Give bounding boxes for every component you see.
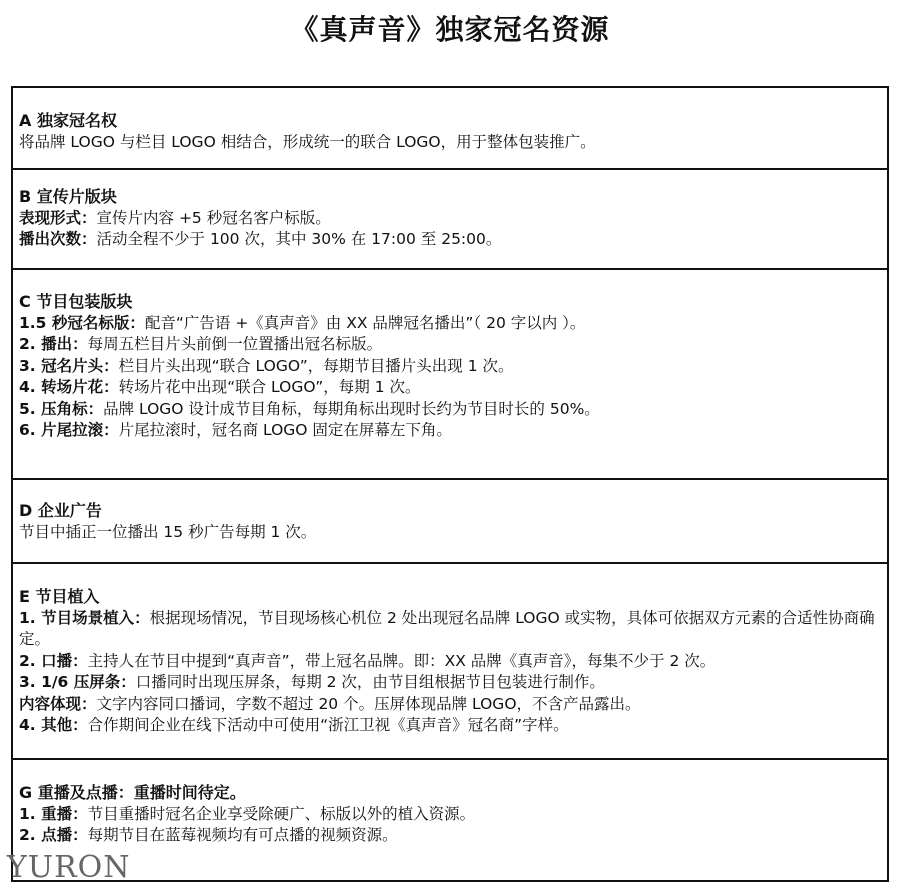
section-heading: G 重播及点播：重播时间待定。 xyxy=(19,783,246,802)
section-a xyxy=(13,88,887,170)
section-line: 6. 片尾拉滚：片尾拉滚时，冠名商 LOGO 固定在屏幕左下角。 xyxy=(19,421,452,439)
section-line: 5. 压角标：品牌 LOGO 设计成节目角标，每期角标出现时长约为节目时长的 50%。 xyxy=(19,399,600,418)
section-heading: D 企业广告 xyxy=(19,501,102,520)
section-line: 3. 1/6 压屏条：口播同时出现压屏条，每期 2 次，由节目组根据节目包装进行制作。 xyxy=(19,673,605,691)
section-line: 2. 口播：主持人在节目中提到“真声音”，带上冠名品牌。即：XX 品牌《真声音》，每集不少于 2 次。 xyxy=(19,651,716,670)
section-line: 4. 其他：合作期间企业在线下活动中可使用“浙江卫视《真声音》冠名商”字样。 xyxy=(19,716,569,734)
section-line: 1.5 秒冠名标版：配音“广告语 +《真声音》由 XX 品牌冠名播出”（ 20 字以内 ）。 xyxy=(19,313,586,332)
section-line: 3. 冠名片头：栏目片头出现“联合 LOGO”，每期节目播片头出现 1 次。 xyxy=(19,356,514,375)
section-line: 节目中插正一位播出 15 秒广告每期 1 次。 xyxy=(19,522,317,541)
section-c xyxy=(13,270,887,480)
section-e xyxy=(13,564,887,760)
section-line: 1. 节目场景植入：根据现场情况，节目现场核心机位 2 处出现冠名品牌 LOGO 或实物，具体可依据双方元素的合适性协商确定。 xyxy=(19,608,875,648)
section-line: 将品牌 LOGO 与栏目 LOGO 相结合，形成统一的联合 LOGO，用于整体包装推广。 xyxy=(19,132,596,151)
section-line: 4. 转场片花：转场片花中出现“联合 LOGO”，每期 1 次。 xyxy=(19,378,421,396)
section-line: 内容体现：文字内容同口播词，字数不超过 20 个。压屏体现品牌 LOGO，不含产品露出。 xyxy=(19,694,641,713)
section-line: 表现形式：宣传片内容 +5 秒冠名客户标版。 xyxy=(19,208,331,227)
page-title: 《真声音》独家冠名资源 xyxy=(290,13,610,46)
section-heading: B 宣传片版块 xyxy=(19,187,117,206)
section-line: 2. 播出：每周五栏目片头前倒一位置播出冠名标版。 xyxy=(19,335,383,353)
section-line: 2. 点播：每期节目在蓝莓视频均有可点播的视频资源。 xyxy=(19,826,398,844)
watermark: YURON xyxy=(7,850,131,885)
section-heading: E 节目植入 xyxy=(19,587,100,606)
section-heading: C 节目包装版块 xyxy=(19,292,133,311)
resources-table xyxy=(11,86,889,882)
section-g xyxy=(13,760,887,880)
section-heading: A 独家冠名权 xyxy=(19,111,117,130)
section-b xyxy=(13,170,887,270)
section-line: 1. 重播：节目重播时冠名企业享受除硬广、标版以外的植入资源。 xyxy=(19,804,476,823)
section-line: 播出次数：活动全程不少于 100 次，其中 30% 在 17:00 至 25:00。 xyxy=(19,230,502,248)
section-d xyxy=(13,480,887,564)
